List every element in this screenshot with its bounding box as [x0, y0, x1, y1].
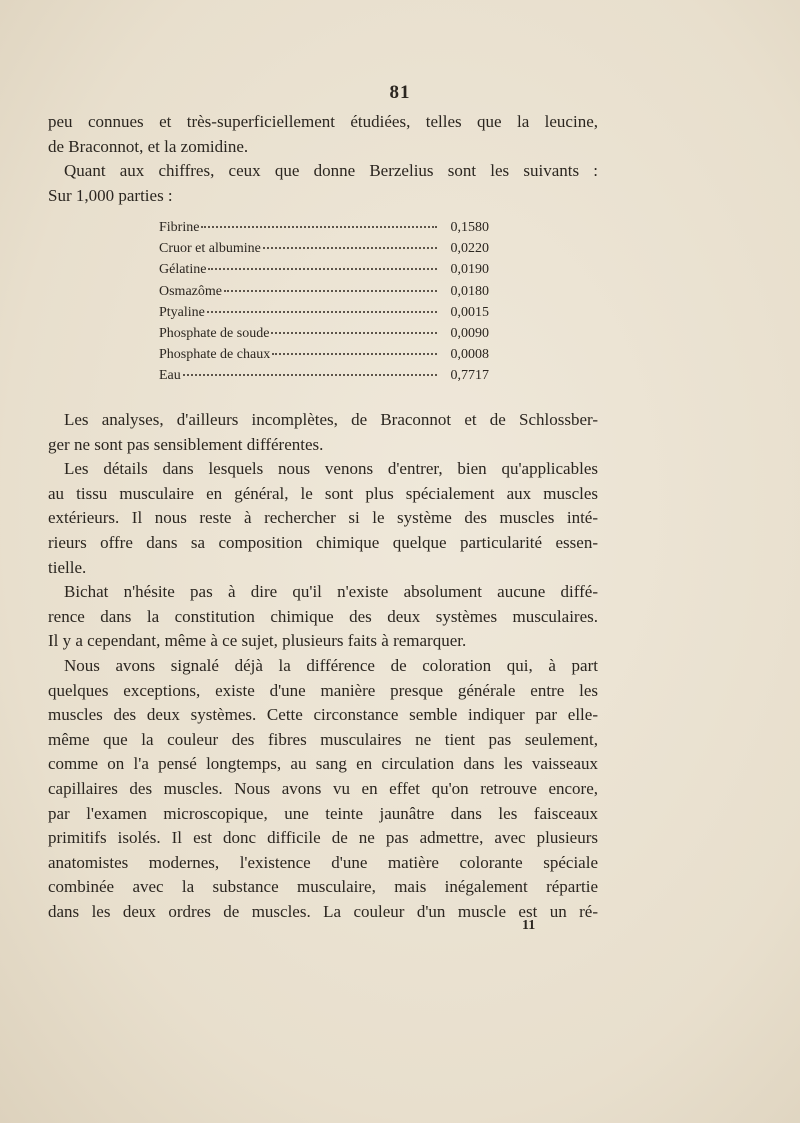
table-row-value: 0,0008	[450, 347, 489, 363]
table-row	[159, 284, 489, 305]
table-row	[159, 326, 489, 347]
dot-leader	[224, 290, 437, 292]
text-line: dans les deux ordres de muscles. La couleur d'un muscle est un ré-	[48, 901, 598, 921]
dot-leader	[207, 311, 437, 313]
text-line: quelques exceptions, existe d'une manière presque générale entre les	[48, 680, 598, 700]
table-row-label: Gélatine	[159, 262, 207, 278]
table-row	[159, 262, 489, 283]
table-row-value: 0,0090	[450, 325, 489, 341]
dot-leader	[272, 353, 437, 355]
composition-table	[159, 220, 489, 390]
table-row-label: Osmazôme	[159, 283, 222, 299]
text-line: tielle.	[48, 557, 87, 577]
text-line: ger ne sont pas sensiblement différentes.	[48, 434, 324, 454]
text-line: combinée avec la substance musculaire, mais inégalement répartie	[48, 877, 598, 897]
signature-mark: 11	[522, 918, 536, 933]
text-line: de Braconnot, et la zomidine.	[48, 136, 249, 156]
table-row	[159, 241, 489, 262]
table-row-value: 0,0220	[450, 241, 489, 257]
table-row-value: 0,1580	[450, 220, 489, 235]
dot-leader	[271, 332, 437, 334]
table-row	[159, 220, 489, 241]
table-row-value: 0,0190	[450, 262, 489, 278]
text-line: Sur 1,000 parties :	[48, 185, 173, 205]
text-line: Quant aux chiffres, ceux que donne Berzelius sont les suivants :	[64, 161, 598, 181]
text-line: rence dans la constitution chimique des deux systèmes musculaires.	[48, 606, 598, 626]
text-line: anatomistes modernes, l'existence d'une matière colorante spéciale	[48, 852, 598, 872]
table-row	[159, 347, 489, 368]
text-line: Les détails dans lesquels nous venons d'entrer, bien qu'applicables	[64, 459, 598, 479]
body-paragraphs	[48, 408, 598, 924]
text-line: au tissu musculaire en général, le sont plus spécialement aux muscles	[48, 483, 598, 503]
table-row-value: 0,7717	[450, 368, 489, 384]
text-line: extérieurs. Il nous reste à rechercher si le système des muscles inté-	[48, 508, 598, 528]
table-row	[159, 305, 489, 326]
text-line: peu connues et très-superficiellement étudiées, telles que la leucine,	[48, 112, 598, 131]
text-line: capillaires des muscles. Nous avons vu en effet qu'on retrouve encore,	[48, 778, 598, 798]
dot-leader	[208, 268, 437, 270]
table-row-label: Fibrine	[159, 220, 200, 235]
text-line: rieurs offre dans sa composition chimique quelque particularité essen-	[48, 532, 598, 552]
dot-leader	[263, 247, 437, 249]
text-line: Bichat n'hésite pas à dire qu'il n'existe absolument aucune diffé-	[64, 582, 598, 602]
table-row-label: Ptyaline	[159, 304, 205, 320]
dot-leader	[201, 226, 437, 228]
table-row-value: 0,0180	[450, 283, 489, 299]
table-row-label: Phosphate de soude	[159, 325, 270, 341]
dot-leader	[183, 374, 437, 376]
intro-paragraphs	[48, 110, 598, 208]
page-number: 81	[389, 82, 411, 103]
text-line: comme on l'a pensé longtemps, au sang en circulation dans les vaisseaux	[48, 754, 598, 774]
text-line: Les analyses, d'ailleurs incomplètes, de Braconnot et de Schlossber-	[64, 410, 598, 429]
text-line: Il y a cependant, même à ce sujet, plusieurs faits à remarquer.	[48, 631, 467, 651]
text-line: Nous avons signalé déjà la différence de coloration qui, à part	[64, 655, 598, 675]
text-line: par l'examen microscopique, une teinte jaunâtre dans les faisceaux	[48, 803, 598, 823]
text-line: primitifs isolés. Il est donc difficile de ne pas admettre, avec plusieurs	[48, 828, 598, 848]
table-row-label: Eau	[159, 368, 181, 384]
table-row-label: Cruor et albumine	[159, 241, 261, 257]
table-row-value: 0,0015	[450, 304, 489, 320]
text-line: muscles des deux systèmes. Cette circonstance semble indiquer par elle-	[48, 705, 598, 725]
table-row-label: Phosphate de chaux	[159, 347, 271, 363]
table-row	[159, 368, 489, 389]
text-line: même que la couleur des fibres musculaires ne tient pas seulement,	[48, 729, 598, 749]
